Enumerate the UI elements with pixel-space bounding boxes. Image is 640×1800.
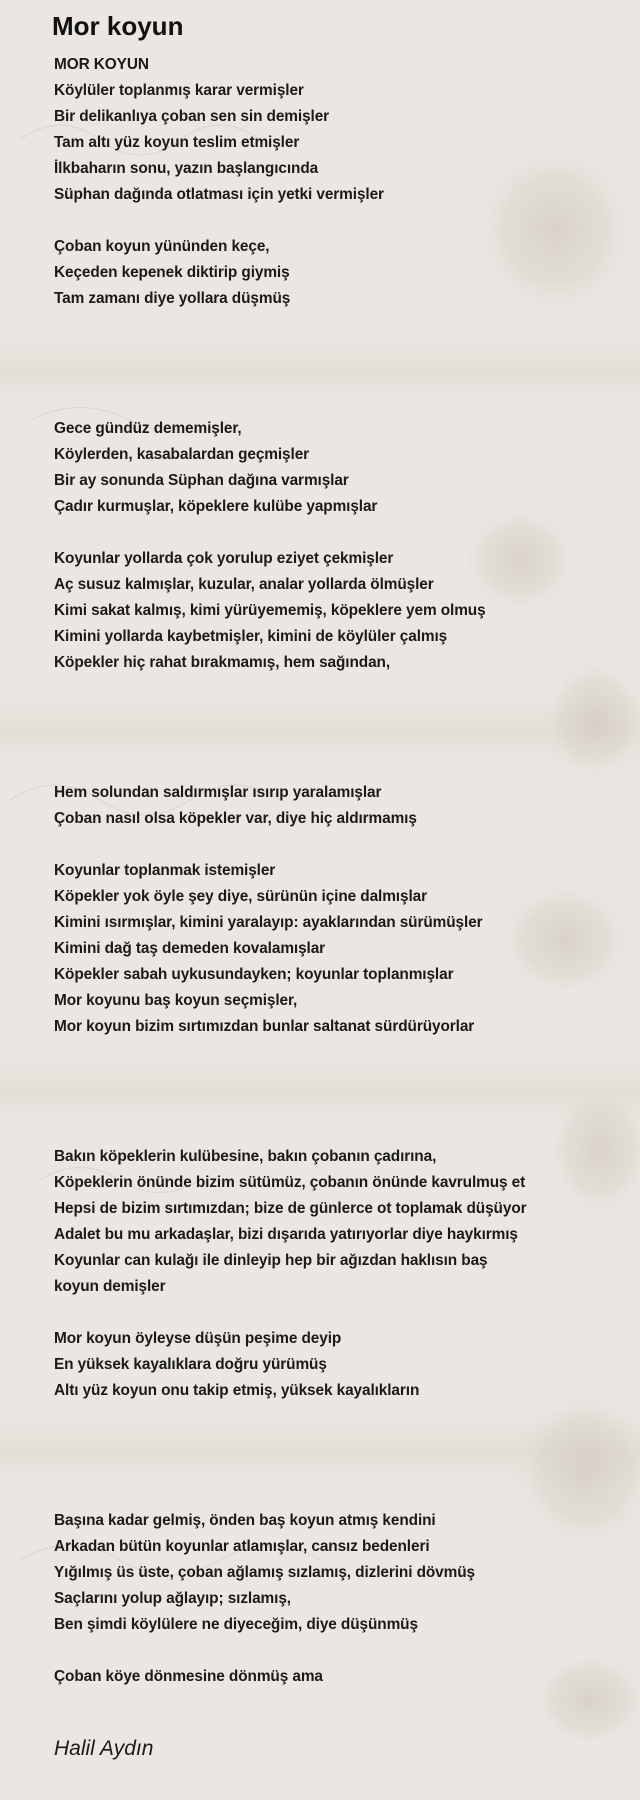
poem-line: Aç susuz kalmışlar, kuzular, analar yollarda ölmüşler <box>54 576 434 593</box>
poem-line: Köpekler sabah uykusundayken; koyunlar toplanmışlar <box>54 966 454 983</box>
poem-line <box>54 1456 634 1482</box>
poem-line <box>54 1092 634 1118</box>
poem-line <box>54 728 634 754</box>
poem-line: Süphan dağında otlatması için yetki vermişler <box>54 186 384 203</box>
poem-line: Köpeklerin önünde bizim sütümüz, çobanın önünde kavrulmuş et <box>54 1174 526 1191</box>
poem-line: Köylüler toplanmış karar vermişler <box>54 82 304 99</box>
poem-line <box>54 338 634 364</box>
poem-line: Bir delikanlıya çoban sen sin demişler <box>54 108 330 125</box>
poem-line: Çoban köye dönmesine dönmüş ama <box>54 1668 323 1685</box>
poem-line: Çoban koyun yününden keçe, <box>54 238 270 255</box>
poem-title: Mor koyun <box>52 11 184 41</box>
poem-line <box>54 702 634 728</box>
poem-line <box>54 832 634 858</box>
poem-line: Koyunlar can kulağı ile dinleyip hep bir ağızdan haklısın baş <box>54 1252 488 1269</box>
poem-line: Mor koyun öyleyse düşün peşime deyip <box>54 1330 342 1347</box>
poem-line <box>54 390 634 416</box>
poem-line: Mor koyun bizim sırtımızdan bunlar saltanat sürdürüyorlar <box>54 1018 475 1035</box>
poem-line: Kimi sakat kalmış, kimi yürüyememiş, köpeklere yem olmuş <box>54 602 486 619</box>
poem-line <box>54 1118 634 1144</box>
poem-line: Köpekler hiç rahat bırakmamış, hem sağından, <box>54 654 391 671</box>
poem-line: Koyunlar toplanmak istemişler <box>54 862 276 879</box>
poem-line: Çoban nasıl olsa köpekler var, diye hiç aldırmamış <box>54 810 417 827</box>
poem-line: Kimini dağ taş demeden kovalamışlar <box>54 940 326 957</box>
poem-line <box>54 364 634 390</box>
poem-line: Koyunlar yollarda çok yorulup eziyet çekmişler <box>54 550 394 567</box>
poem-line: Köpekler yok öyle şey diye, sürünün içine dalmışlar <box>54 888 427 905</box>
poem-line: Bakın köpeklerin kulübesine, bakın çobanın çadırına, <box>54 1148 437 1165</box>
poem-line <box>54 1300 634 1326</box>
poem-author: Halil Aydın <box>54 1737 154 1760</box>
poem-line: Hepsi de bizim sırtımızdan; bize de günlerce ot toplamak düşüyor <box>54 1200 527 1217</box>
poem-line <box>54 1040 634 1066</box>
poem-line: Tam zamanı diye yollara düşmüş <box>54 290 291 307</box>
poem-line: Gece gündüz dememişler, <box>54 420 242 437</box>
poem-line: Hem solundan saldırmışlar ısırıp yaralamışlar <box>54 784 382 801</box>
poem-line: Kimini ısırmışlar, kimini yaralayıp: ayaklarından sürümüşler <box>54 914 483 931</box>
poem-line: Tam altı yüz koyun teslim etmişler <box>54 134 300 151</box>
poem-line: Yığılmış üs üste, çoban ağlamış sızlamış, dizlerini dövmüş <box>54 1564 475 1581</box>
poem-line <box>54 1404 634 1430</box>
poem-line <box>54 208 634 234</box>
poem-line: Saçlarını yolup ağlayıp; sızlamış, <box>54 1590 291 1607</box>
poem-line <box>54 1430 634 1456</box>
poem-line <box>54 1482 634 1508</box>
poem-line: MOR KOYUN <box>54 56 149 73</box>
poem-line <box>54 1066 634 1092</box>
poem-line: Bir ay sonunda Süphan dağına varmışlar <box>54 472 349 489</box>
poem-line: İlkbaharın sonu, yazın başlangıcında <box>54 160 319 177</box>
poem-line: En yüksek kayalıklara doğru yürümüş <box>54 1356 327 1373</box>
poem-line <box>54 312 634 338</box>
poem-line: koyun demişler <box>54 1278 166 1295</box>
poem-line <box>54 1638 634 1664</box>
poem-line: Ben şimdi köylülere ne diyeceğim, diye düşünmüş <box>54 1616 418 1633</box>
poem-line: Keçeden kepenek diktirip giymiş <box>54 264 290 281</box>
poem-line: Arkadan bütün koyunlar atlamışlar, cansız bedenleri <box>54 1538 430 1555</box>
poem-line: Başına kadar gelmiş, önden baş koyun atmış kendini <box>54 1512 436 1529</box>
poem-line: Mor koyunu baş koyun seçmişler, <box>54 992 298 1009</box>
poem-line: Kimini yollarda kaybetmişler, kimini de köylüler çalmış <box>54 628 448 645</box>
poem-body <box>54 52 634 1690</box>
poem-line: Çadır kurmuşlar, köpeklere kulübe yapmışlar <box>54 498 378 515</box>
poem-line: Adalet bu mu arkadaşlar, bizi dışarıda yatırıyorlar diye haykırmış <box>54 1226 518 1243</box>
poem-line: Köylerden, kasabalardan geçmişler <box>54 446 310 463</box>
poem-line: Altı yüz koyun onu takip etmiş, yüksek kayalıkların <box>54 1382 420 1399</box>
poem-line <box>54 754 634 780</box>
poem-line <box>54 520 634 546</box>
poem-line <box>54 676 634 702</box>
